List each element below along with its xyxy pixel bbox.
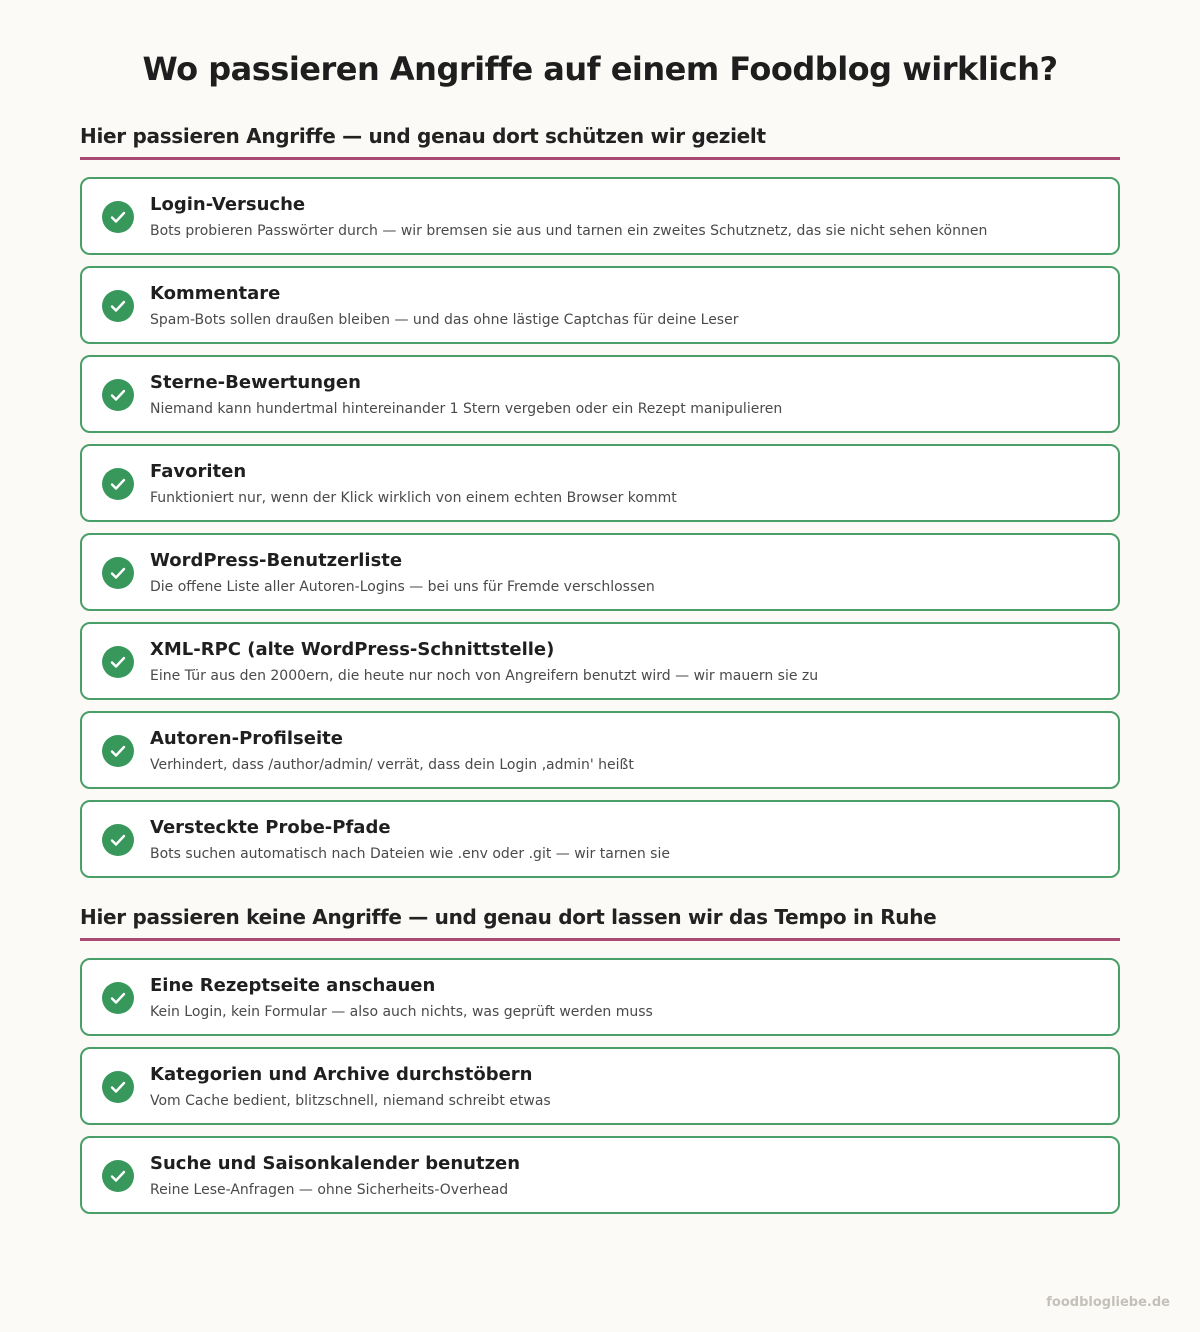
item-title: WordPress-Benutzerliste: [150, 550, 403, 571]
check-circle-icon: [102, 1071, 134, 1103]
page-title: Wo passieren Angriffe auf einem Foodblog wirklich?: [142, 50, 1058, 88]
item-description: Bots suchen automatisch nach Dateien wie .env oder .git — wir tarnen sie: [150, 846, 670, 862]
section-heading: Hier passieren keine Angriffe — und genau dort lassen wir das Tempo in Ruhe: [80, 905, 1120, 941]
item-description: Die offene Liste aller Autoren-Logins — bei uns für Fremde verschlossen: [150, 579, 655, 595]
list-item: [80, 533, 1120, 611]
item-title: XML-RPC (alte WordPress-Schnittstelle): [150, 639, 555, 660]
list-item: [80, 355, 1120, 433]
check-circle-icon: [102, 646, 134, 678]
footer-site-name: foodblogliebe.de: [1046, 1295, 1170, 1310]
item-title: Autoren-Profilseite: [150, 728, 343, 749]
check-circle-icon: [102, 824, 134, 856]
item-description: Funktioniert nur, wenn der Klick wirklich von einem echten Browser kommt: [150, 490, 677, 506]
item-title: Favoriten: [150, 461, 247, 482]
list-item: [80, 177, 1120, 255]
item-title: Kategorien und Archive durchstöbern: [150, 1064, 533, 1085]
check-circle-icon: [102, 201, 134, 233]
section-protected: [80, 124, 1120, 889]
check-circle-icon: [102, 982, 134, 1014]
list-item: [80, 622, 1120, 700]
section-heading: Hier passieren Angriffe — und genau dort schützen wir gezielt: [80, 124, 1120, 160]
check-circle-icon: [102, 557, 134, 589]
list-item: [80, 266, 1120, 344]
card-list: [80, 958, 1120, 1214]
check-circle-icon: [102, 735, 134, 767]
item-description: Niemand kann hundertmal hintereinander 1 Stern vergeben oder ein Rezept manipulieren: [150, 401, 783, 417]
check-circle-icon: [102, 379, 134, 411]
list-item: [80, 958, 1120, 1036]
check-circle-icon: [102, 290, 134, 322]
item-description: Reine Lese-Anfragen — ohne Sicherheits-Overhead: [150, 1182, 509, 1198]
list-item: [80, 1136, 1120, 1214]
item-description: Bots probieren Passwörter durch — wir bremsen sie aus und tarnen ein zweites Schutznetz, das sie nicht sehen können: [150, 223, 988, 239]
item-description: Kein Login, kein Formular — also auch nichts, was geprüft werden muss: [150, 1004, 653, 1020]
item-title: Login-Versuche: [150, 194, 306, 215]
list-item: [80, 444, 1120, 522]
list-item: [80, 800, 1120, 878]
item-description: Eine Tür aus den 2000ern, die heute nur noch von Angreifern benutzt wird — wir mauern sie zu: [150, 668, 819, 684]
section-unprotected: [80, 905, 1120, 1225]
item-title: Suche und Saisonkalender benutzen: [150, 1153, 521, 1174]
item-title: Kommentare: [150, 283, 281, 304]
item-title: Eine Rezeptseite anschauen: [150, 975, 436, 996]
item-description: Spam-Bots sollen draußen bleiben — und das ohne lästige Captchas für deine Leser: [150, 312, 739, 328]
item-title: Versteckte Probe-Pfade: [150, 817, 391, 838]
list-item: [80, 711, 1120, 789]
check-circle-icon: [102, 468, 134, 500]
check-circle-icon: [102, 1160, 134, 1192]
card-list: [80, 177, 1120, 878]
item-title: Sterne-Bewertungen: [150, 372, 361, 393]
item-description: Verhindert, dass /author/admin/ verrät, dass dein Login ‚admin' heißt: [150, 757, 634, 773]
item-description: Vom Cache bedient, blitzschnell, niemand schreibt etwas: [150, 1093, 551, 1109]
list-item: [80, 1047, 1120, 1125]
